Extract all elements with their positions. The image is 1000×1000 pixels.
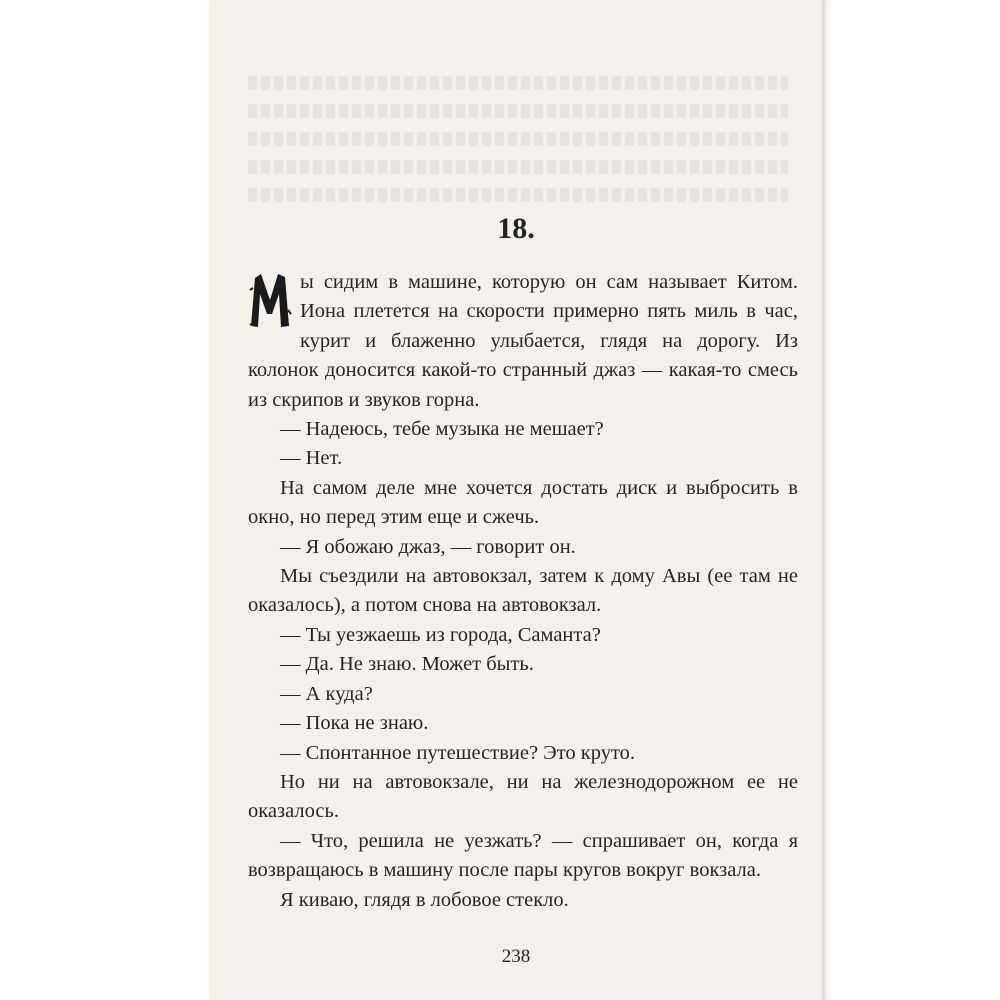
show-through-line <box>248 188 788 202</box>
page-number: 238 <box>501 946 531 967</box>
chapter-heading: 18. <box>497 212 535 245</box>
show-through-line <box>248 76 788 90</box>
paragraph: — Я обожаю джаз, — говорит он. <box>280 535 576 558</box>
paragraph: — Ты уезжаешь из города, Саманта? <box>280 623 601 646</box>
paragraph: — Что, решила не уезжать? — спрашивает он, когда я возвращаюсь в машину после пары кругов вокруг вокзала. <box>248 829 798 882</box>
paragraph: — Пока не знаю. <box>280 712 429 735</box>
paragraph: — Да. Не знаю. Может быть. <box>280 653 534 676</box>
show-through-line <box>248 160 788 174</box>
page-edge-shadow <box>822 0 832 1000</box>
paragraph: — Нет. <box>280 447 343 470</box>
paragraph: — Спонтанное путешествие? Это круто. <box>280 741 636 764</box>
paragraph: Но ни на автовокзале, ни на железнодорожном ее не оказалось. <box>248 770 798 823</box>
show-through-line <box>248 104 788 118</box>
drop-cap-letter: М <box>148 170 149 171</box>
paragraph: Я киваю, глядя в лобовое стекло. <box>280 888 569 911</box>
book-page <box>148 0 822 1000</box>
paragraph: На самом деле мне хочется достать диск и выбросить в окно, но перед этим еще и сжечь. <box>248 476 798 529</box>
show-through-line <box>248 132 788 146</box>
drop-cap <box>148 170 292 328</box>
paragraph: — Надеюсь, тебе музыка не мешает? <box>280 418 604 441</box>
paragraph: — А куда? <box>280 682 373 705</box>
paragraph: Мы съездили на автовокзал, затем к дому Авы (ее там не оказалось), а потом снова на автовокзал. <box>248 565 798 617</box>
paragraph-text: ы сидим в машине, которую он сам называет Китом. Иона плетется на скорости примерно пять миль в час, курит и блаженно улыбается, глядя на дорогу. Из колонок доносится какой-то странный джаз — какая-то смесь из скрипов и звуков горна. <box>248 271 798 411</box>
